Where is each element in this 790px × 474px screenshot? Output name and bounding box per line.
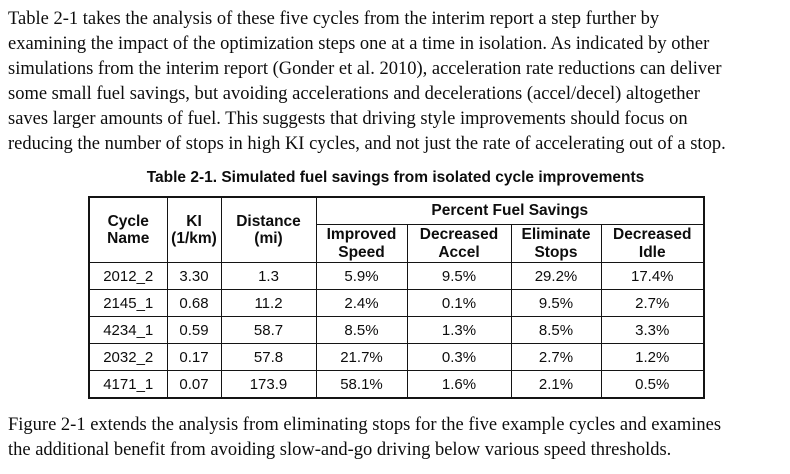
col-header-cycle-name: Cycle Name — [89, 197, 167, 263]
table-cell: 58.1% — [316, 371, 407, 399]
table-row — [89, 290, 704, 317]
table-body — [89, 263, 704, 399]
table-row — [89, 371, 704, 399]
table-cell: 8.5% — [511, 317, 601, 344]
table-cell: 0.1% — [407, 290, 511, 317]
table-cell: 0.17 — [167, 344, 221, 371]
text-line: Figure 2-1 extends the analysis from eliminating stops for the five example cycles and examines — [8, 415, 722, 435]
table-cell: 2.4% — [316, 290, 407, 317]
closing-paragraph — [8, 413, 790, 463]
text-line: simulations from the interim report (Gonder et al. 2010), acceleration rate reductions can deliver — [8, 59, 722, 79]
table-cell: 4171_1 — [89, 371, 167, 399]
table-cell: 0.68 — [167, 290, 221, 317]
table-cell: 3.30 — [167, 263, 221, 290]
table-cell: 2.7% — [511, 344, 601, 371]
table-cell: 9.5% — [511, 290, 601, 317]
table-cell: 4234_1 — [89, 317, 167, 344]
table-cell: 3.3% — [601, 317, 704, 344]
col-header-ki: KI (1/km) — [167, 197, 221, 263]
table-cell: 0.5% — [601, 371, 704, 399]
table-cell: 1.2% — [601, 344, 704, 371]
table-cell: 2012_2 — [89, 263, 167, 290]
table-cell: 2032_2 — [89, 344, 167, 371]
col-header-improved-speed: Improved Speed — [316, 225, 407, 263]
table-cell: 29.2% — [511, 263, 601, 290]
text-line: some small fuel savings, but avoiding accelerations and decelerations (accel/decel) altogether — [8, 84, 700, 104]
table-cell: 57.8 — [221, 344, 316, 371]
table-cell: 1.3% — [407, 317, 511, 344]
table-cell: 1.6% — [407, 371, 511, 399]
fuel-savings-table — [88, 196, 705, 399]
table-cell: 11.2 — [221, 290, 316, 317]
col-header-decreased-idle: Decreased Idle — [601, 225, 704, 263]
table-cell: 0.59 — [167, 317, 221, 344]
text-line: saves larger amounts of fuel. This suggests that driving style improvements should focus on — [8, 109, 688, 129]
col-header-decreased-accel: Decreased Accel — [407, 225, 511, 263]
text-line: reducing the number of stops in high KI cycles, and not just the rate of accelerating out of a stop. — [8, 134, 726, 154]
text-line: examining the impact of the optimization steps one at a time in isolation. As indicated by other — [8, 34, 710, 54]
col-header-distance: Distance (mi) — [221, 197, 316, 263]
table-row — [89, 344, 704, 371]
table-cell: 8.5% — [316, 317, 407, 344]
table-cell: 5.9% — [316, 263, 407, 290]
table-caption: Table 2-1. Simulated fuel savings from isolated cycle improvements — [146, 169, 645, 186]
intro-paragraph — [8, 7, 790, 157]
table-cell: 1.3 — [221, 263, 316, 290]
table-cell: 2145_1 — [89, 290, 167, 317]
table-cell: 21.7% — [316, 344, 407, 371]
table-row — [89, 263, 704, 290]
text-line: the additional benefit from avoiding slow-and-go driving below various speed thresholds. — [8, 440, 672, 460]
table-cell: 58.7 — [221, 317, 316, 344]
table-cell: 173.9 — [221, 371, 316, 399]
header-row-group — [89, 197, 704, 225]
table-cell: 0.3% — [407, 344, 511, 371]
table-cell: 2.1% — [511, 371, 601, 399]
table-cell: 2.7% — [601, 290, 704, 317]
text-line: Table 2-1 takes the analysis of these five cycles from the interim report a step further by — [8, 9, 660, 29]
table-header — [89, 197, 704, 263]
table-cell: 0.07 — [167, 371, 221, 399]
table-cell: 17.4% — [601, 263, 704, 290]
col-header-percent-fuel-savings: Percent Fuel Savings — [316, 197, 704, 225]
table-cell: 9.5% — [407, 263, 511, 290]
table-row — [89, 317, 704, 344]
col-header-eliminate-stops: Eliminate Stops — [511, 225, 601, 263]
